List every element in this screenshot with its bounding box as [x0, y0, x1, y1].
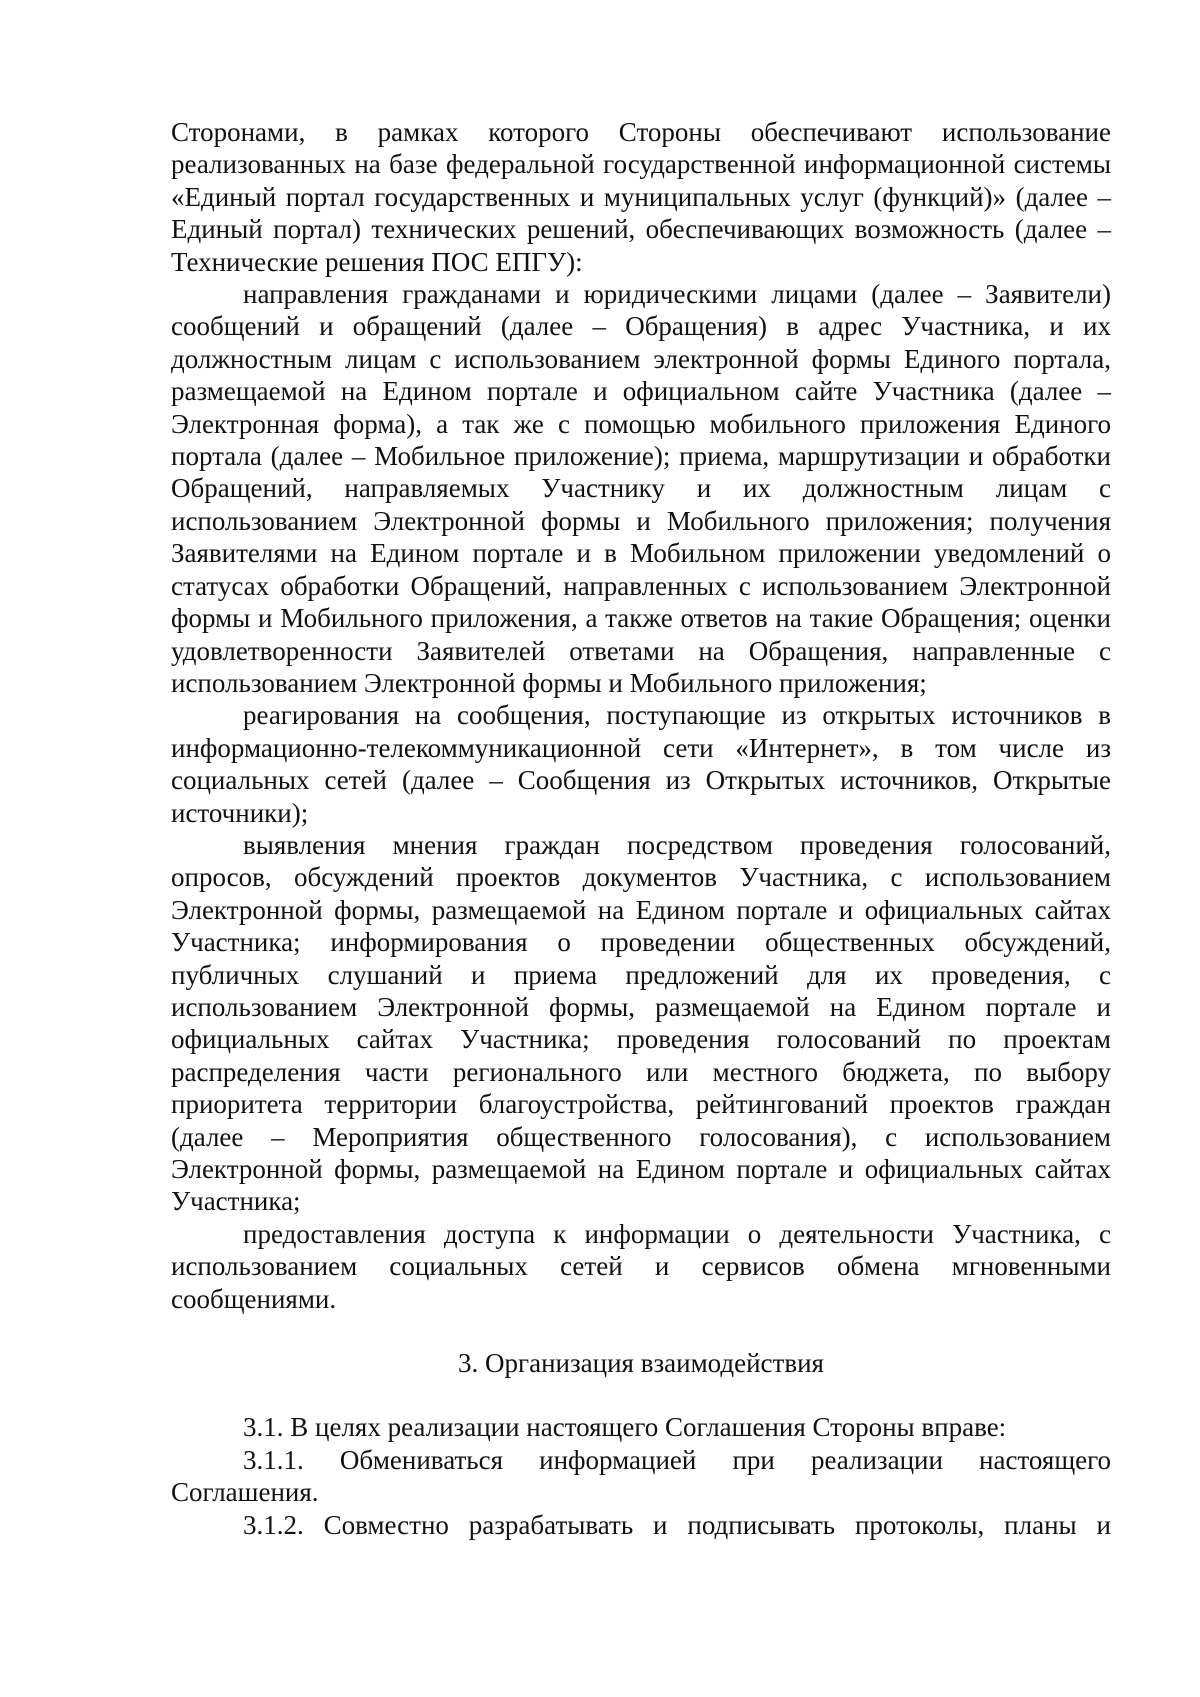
- clause-3-1: 3.1. В целях реализации настоящего Соглашения Стороны вправе:: [243, 1412, 1007, 1443]
- paragraph-appeals: направления гражданами и юридическими лицами (далее – Заявители) сообщений и обращений (далее – Обращения) в адрес Участника, и их должностным лицам с использованием электронной формы Единого портала, размещаемой на Едином портале и официальном сайте Участника (далее – Электронная форма), а так же с помощью мобильного приложения Единого портала (далее – Мобильное приложение); приема, маршрутизации и обработки Обращений, направляемых Участнику и их должностным лицам с использованием Электронной формы и Мобильного приложения; получения Заявителями на Едином портале и в Мобильном приложении уведомлений о статусах обработки Обращений, направленных с использованием Электронной формы и Мобильного приложения, а также ответов на такие Обращения; оценки удовлетворенности Заявителей ответами на Обращения, направленные с использованием Электронной формы и Мобильного приложения;: [171, 279, 1111, 698]
- paragraph-information-access: предоставления доступа к информации о деятельности Участника, с использованием социальных сетей и сервисов обмена мгновенными сообщениями.: [171, 1218, 1111, 1314]
- section-heading: 3. Организация взаимодействия: [458, 1348, 824, 1379]
- paragraph-intro: Сторонами, в рамках которого Стороны обеспечивают использование реализованных на базе федеральной государственной информационной системы «Единый портал государственных и муниципальных услуг (функций)» (далее – Единый портал) технических решений, обеспечивающих возможность (далее – Технические решения ПОС ЕПГУ):: [171, 117, 1111, 277]
- clause-3-1-1: 3.1.1. Обмениваться информацией при реализации настоящего Соглашения.: [171, 1444, 1111, 1508]
- document-page: [171, 116, 1111, 1541]
- paragraph-voting: выявления мнения граждан посредством проведения голосований, опросов, обсуждений проектов документов Участника, с использованием Электронной формы, размещаемой на Едином портале и официальных сайтах Участника; информирования о проведении общественных обсуждений, публичных слушаний и приема предложений для их проведения, с использованием Электронной формы, размещаемой на Едином портале и официальных сайтах Участника; проведения голосований по проектам распределения части регионального или местного бюджета, по выбору приоритета территории благоустройства, рейтингований проектов граждан (далее – Мероприятия общественного голосования), с использованием Электронной формы, размещаемой на Едином портале и официальных сайтах Участника;: [171, 829, 1111, 1217]
- clause-3-1-2: 3.1.2. Совместно разрабатывать и подписывать протоколы, планы и: [243, 1509, 1111, 1540]
- paragraph-open-sources: реагирования на сообщения, поступающие из открытых источников в информационно-телекоммуникационной сети «Интернет», в том числе из социальных сетей (далее – Сообщения из Открытых источников, Открытые источники);: [171, 700, 1111, 828]
